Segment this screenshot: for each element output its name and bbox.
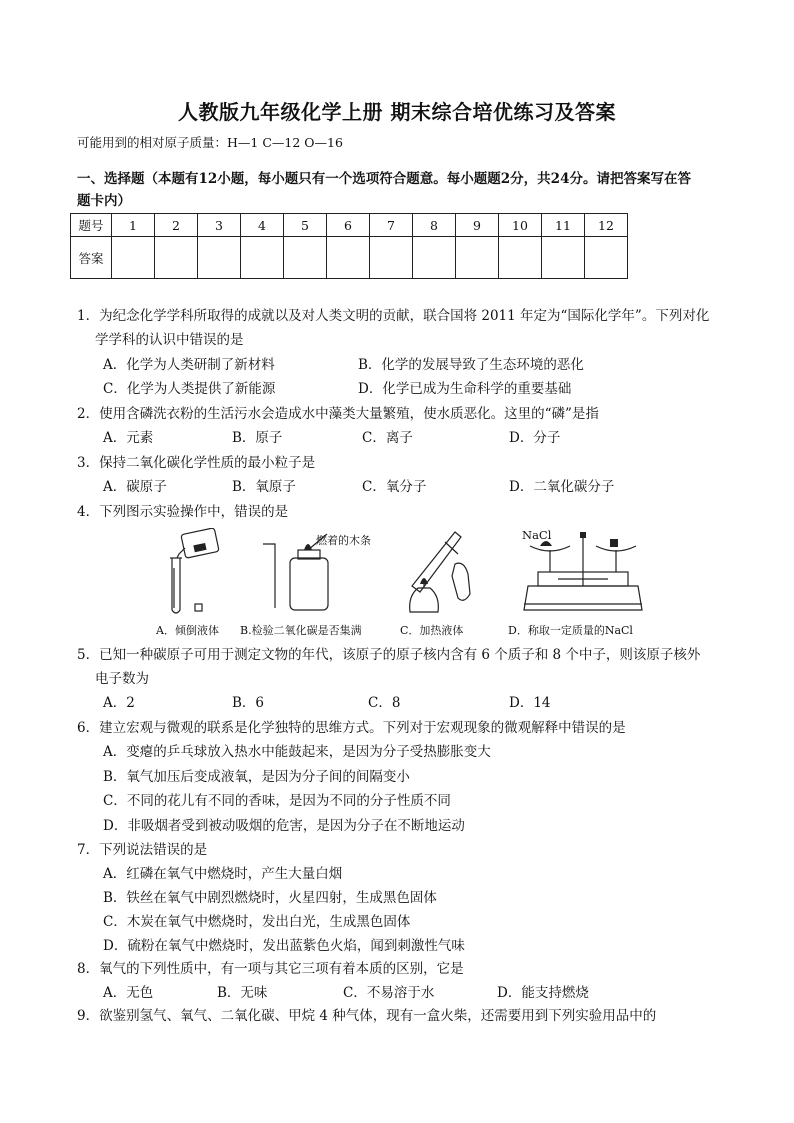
question-2-option-d: D．分子: [509, 430, 561, 446]
question-1-option-c: C．化学为人类提供了新能源: [103, 381, 276, 397]
question-1-option-a: A．化学为人类研制了新材料: [103, 357, 275, 373]
section-heading-line1: 一、选择题（本题有12小题，每小题只有一个选项符合题意。每小题题2分，共24分。请把答案写在答: [77, 171, 691, 187]
answer-table-answer-row: [71, 237, 628, 279]
figure-c-caption: C．加热液体: [400, 624, 464, 637]
answer-table: [70, 213, 628, 279]
question-5-option-b: B．6: [232, 695, 265, 711]
answer-cell[interactable]: [499, 237, 542, 279]
answer-cell[interactable]: [112, 237, 155, 279]
question-5-option-d: D．14: [509, 695, 551, 711]
question-8-option-c: C．不易溶于水: [343, 985, 435, 1001]
question-7-option-b: B．铁丝在氧气中剧烈燃烧时，火星四射，生成黑色固体: [103, 890, 437, 906]
question-2-option-c: C．离子: [362, 430, 413, 446]
table-number-cell: 3: [198, 214, 241, 237]
answer-cell[interactable]: [198, 237, 241, 279]
question-6-option-a: A．变瘪的乒乓球放入热水中能鼓起来，是因为分子受热膨胀变大: [103, 744, 491, 760]
answer-cell[interactable]: [241, 237, 284, 279]
heating-liquid-figure: [400, 524, 485, 620]
table-number-cell: 2: [155, 214, 198, 237]
question-3-option-c: C．氧分子: [362, 479, 427, 495]
answer-cell[interactable]: [542, 237, 585, 279]
answer-cell[interactable]: [370, 237, 413, 279]
question-8-stem: 8．氧气的下列性质中，有一项与其它三项有着本质的区别，它是: [77, 961, 464, 977]
question-1-stem: 1．为纪念化学学科所取得的成就以及对人类文明的贡献，联合国将 2011 年定为“国际化学年”。下列对化: [77, 308, 710, 324]
table-header-cell: 题号: [71, 214, 112, 237]
figure-b-caption: B.检验二氧化碳是否集满: [240, 624, 362, 637]
answer-table-number-row: [71, 214, 628, 237]
answer-cell[interactable]: [327, 237, 370, 279]
question-6-option-c: C．不同的花儿有不同的香味，是因为不同的分子性质不同: [103, 793, 451, 809]
table-number-cell: 8: [413, 214, 456, 237]
question-3-option-a: A．碳原子: [103, 479, 167, 495]
question-3-option-d: D．二氧化碳分子: [509, 479, 615, 495]
figure-a-caption: A．倾倒液体: [156, 624, 219, 637]
question-5-option-a: A．2: [103, 695, 135, 711]
question-2-stem: 2．使用含磷洗衣粉的生活污水会造成水中藻类大量繁殖，使水质恶化。这里的“磷”是指: [77, 406, 599, 422]
question-4-stem: 4．下列图示实验操作中，错误的是: [77, 504, 289, 520]
answer-cell[interactable]: [456, 237, 499, 279]
answer-cell[interactable]: [585, 237, 628, 279]
table-number-cell: 12: [585, 214, 628, 237]
figure-d-caption: D．称取一定质量的NaCl: [508, 624, 633, 637]
table-number-cell: 4: [241, 214, 284, 237]
atomic-mass-note: 可能用到的相对原子质量：H—1 C—12 O—16: [77, 135, 343, 150]
question-7-stem: 7．下列说法错误的是: [77, 842, 208, 858]
question-2-option-a: A．元素: [103, 430, 154, 446]
nacl-label: NaCl: [522, 528, 552, 542]
table-number-cell: 1: [112, 214, 155, 237]
answer-cell[interactable]: [284, 237, 327, 279]
question-5-option-c: C．8: [368, 695, 401, 711]
question-8-option-d: D．能支持燃烧: [497, 985, 589, 1001]
table-number-cell: 10: [499, 214, 542, 237]
question-6-stem: 6．建立宏观与微观的联系是化学独特的思维方式。下列对于宏观现象的微观解释中错误的是: [77, 720, 626, 736]
section-heading-line2: 题卡内）: [77, 193, 131, 209]
table-number-cell: 7: [370, 214, 413, 237]
question-5-stem: 5．已知一种碳原子可用于测定文物的年代，该原子的原子核内含有 6 个质子和 8 个中子，则该原子核外: [77, 647, 701, 663]
question-5-stem-cont: 电子数为: [95, 671, 149, 687]
question-7-option-a: A．红磷在氧气中燃烧时，产生大量白烟: [103, 866, 343, 882]
table-number-cell: 6: [327, 214, 370, 237]
question-6-option-d: D．非吸烟者受到被动吸烟的危害，是因为分子在不断地运动: [103, 818, 465, 834]
page-title: 人教版九年级化学上册 期末综合培优练习及答案: [178, 100, 616, 124]
question-3-option-b: B．氧原子: [232, 479, 296, 495]
question-6-option-b: B．氧气加压后变成液氧，是因为分子间的间隔变小: [103, 769, 410, 785]
question-3-stem: 3．保持二氧化碳化学性质的最小粒子是: [77, 455, 316, 471]
pouring-liquid-figure: [155, 528, 230, 620]
answer-cell[interactable]: [413, 237, 456, 279]
question-1-option-b: B．化学的发展导致了生态环境的恶化: [358, 357, 584, 373]
question-7-option-c: C．木炭在氧气中燃烧时，发出白光，生成黑色固体: [103, 914, 411, 930]
question-1-stem-cont: 学学科的认识中错误的是: [95, 332, 244, 348]
burning-stick-label: 燃着的木条: [316, 534, 371, 547]
question-8-option-a: A．无色: [103, 985, 154, 1001]
table-header-cell: 答案: [71, 237, 112, 279]
question-2-option-b: B．原子: [232, 430, 283, 446]
question-1-option-d: D．化学已成为生命科学的重要基础: [358, 381, 572, 397]
question-8-option-b: B．无味: [217, 985, 268, 1001]
answer-cell[interactable]: [155, 237, 198, 279]
question-4-figures: [150, 524, 650, 639]
table-number-cell: 5: [284, 214, 327, 237]
question-9-stem: 9．欲鉴别氢气、氧气、二氧化碳、甲烷 4 种气体，现有一盒火柴，还需要用到下列实验用品中的: [77, 1008, 657, 1024]
table-number-cell: 11: [542, 214, 585, 237]
table-number-cell: 9: [456, 214, 499, 237]
question-7-option-d: D．硫粉在氧气中燃烧时，发出蓝紫色火焰，闻到刺激性气味: [103, 938, 465, 954]
